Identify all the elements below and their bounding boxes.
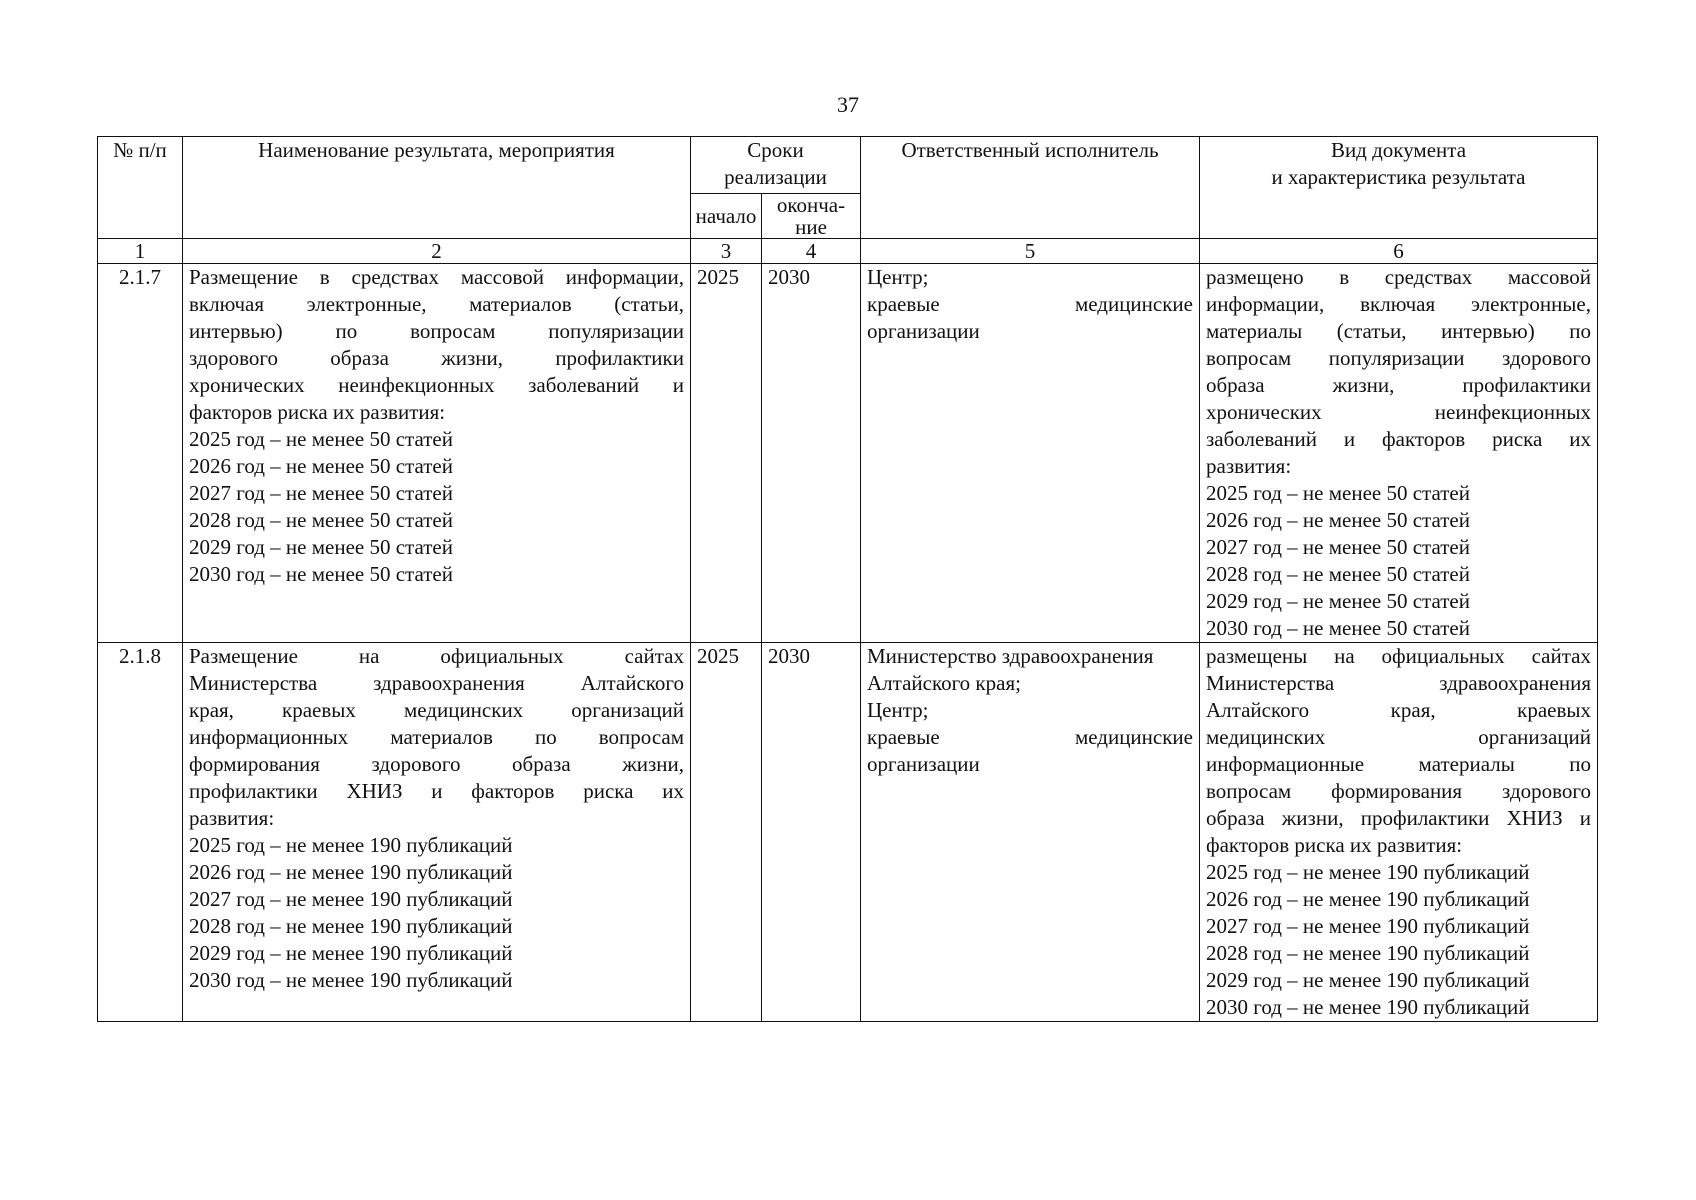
- cell-line: Министерства здравоохранения: [1206, 671, 1591, 695]
- cell-line: образа жизни, профилактики: [1206, 373, 1591, 397]
- row-name: [183, 643, 691, 1022]
- cell-line: Алтайского края, краевых: [1206, 698, 1591, 722]
- cell-line: 2029 год – не менее 190 публикаций: [189, 941, 513, 965]
- cell-line: 2025 год – не менее 190 публикаций: [189, 833, 513, 857]
- cell-line: информации, включая электронные,: [1206, 292, 1591, 316]
- cell-line: организации: [867, 752, 980, 776]
- cell-line: 2030 год – не менее 50 статей: [1206, 616, 1470, 640]
- cell-line: краевые медицинские: [867, 292, 1193, 316]
- cell-line: края, краевых медицинских организаций: [189, 698, 684, 722]
- header-end-line1: оконча-: [776, 193, 846, 217]
- cell-line: профилактики ХНИЗ и факторов риска их: [189, 779, 684, 803]
- row-name: [183, 264, 691, 643]
- cell-line: развития:: [189, 806, 275, 830]
- column-number: 5: [861, 239, 1200, 264]
- cell-line: организации: [867, 319, 980, 343]
- cell-line: хронических неинфекционных: [1206, 400, 1591, 424]
- cell-line: заболеваний и факторов риска их: [1206, 427, 1591, 451]
- cell-line: Центр;: [867, 698, 929, 722]
- cell-line: 2026 год – не менее 50 статей: [189, 454, 453, 478]
- row-start: 2025: [691, 643, 762, 1022]
- activities-table: [97, 136, 1598, 1022]
- header-result-line2: и характеристика результата: [1271, 165, 1526, 189]
- cell-line: развития:: [1206, 454, 1292, 478]
- cell-line: Алтайского края;: [867, 671, 1021, 695]
- cell-line: Министерства здравоохранения Алтайского: [189, 671, 684, 695]
- cell-line: 2027 год – не менее 50 статей: [189, 481, 453, 505]
- cell-line: 2027 год – не менее 190 публикаций: [189, 887, 513, 911]
- cell-line: 2028 год – не менее 50 статей: [1206, 562, 1470, 586]
- cell-line: 2026 год – не менее 50 статей: [1206, 508, 1470, 532]
- table-row: [98, 643, 1598, 1022]
- cell-line: Размещение на официальных сайтах: [189, 644, 684, 668]
- column-number: 4: [762, 239, 861, 264]
- header-executor: Ответственный исполнитель: [861, 137, 1200, 239]
- cell-line: интервью) по вопросам популяризации: [189, 319, 684, 343]
- column-number: 2: [183, 239, 691, 264]
- cell-line: формирования здорового образа жизни,: [189, 752, 684, 776]
- cell-line: информационных материалов по вопросам: [189, 725, 684, 749]
- cell-line: хронических неинфекционных заболеваний и: [189, 373, 684, 397]
- cell-line: информационные материалы по: [1206, 752, 1591, 776]
- column-number: 1: [98, 239, 183, 264]
- cell-line: 2029 год – не менее 50 статей: [1206, 589, 1470, 613]
- row-result: [1200, 264, 1598, 643]
- cell-line: Размещение в средствах массовой информации,: [189, 265, 684, 289]
- cell-line: 2026 год – не менее 190 публикаций: [189, 860, 513, 884]
- row-executor: [861, 643, 1200, 1022]
- column-number: 3: [691, 239, 762, 264]
- header-name: Наименование результата, мероприятия: [183, 137, 691, 239]
- header-result: [1200, 137, 1598, 239]
- page-number: 37: [837, 92, 859, 117]
- column-number: 6: [1200, 239, 1598, 264]
- cell-line: 2030 год – не менее 190 публикаций: [189, 968, 513, 992]
- cell-line: 2028 год – не менее 50 статей: [189, 508, 453, 532]
- cell-line: медицинских организаций: [1206, 725, 1591, 749]
- cell-line: 2027 год – не менее 50 статей: [1206, 535, 1470, 559]
- header-end-line2: ние: [795, 215, 827, 239]
- row-end: 2030: [762, 643, 861, 1022]
- cell-line: образа жизни, профилактики ХНИЗ и: [1206, 806, 1591, 830]
- cell-line: размещено в средствах массовой: [1206, 265, 1591, 289]
- row-number: 2.1.7: [98, 264, 183, 643]
- cell-line: Министерство здравоохранения: [867, 644, 1154, 668]
- cell-line: вопросам популяризации здорового: [1206, 346, 1591, 370]
- cell-line: 2028 год – не менее 190 публикаций: [189, 914, 513, 938]
- header-end: [762, 194, 861, 239]
- row-end: 2030: [762, 264, 861, 643]
- cell-line: 2025 год – не менее 190 публикаций: [1206, 860, 1530, 884]
- cell-line: 2030 год – не менее 190 публикаций: [1206, 995, 1530, 1019]
- cell-line: размещены на официальных сайтах: [1206, 644, 1591, 668]
- column-numbers-row: [98, 239, 1598, 264]
- cell-line: факторов риска их развития:: [189, 400, 446, 424]
- cell-line: 2025 год – не менее 50 статей: [189, 427, 453, 451]
- row-result: [1200, 643, 1598, 1022]
- cell-line: 2028 год – не менее 190 публикаций: [1206, 941, 1530, 965]
- cell-line: 2029 год – не менее 50 статей: [189, 535, 453, 559]
- header-start: начало: [691, 194, 762, 239]
- row-start: 2025: [691, 264, 762, 643]
- cell-line: материалы (статьи, интервью) по: [1206, 319, 1591, 343]
- cell-line: включая электронные, материалов (статьи,: [189, 292, 684, 316]
- cell-line: 2030 год – не менее 50 статей: [189, 562, 453, 586]
- cell-line: здорового образа жизни, профилактики: [189, 346, 684, 370]
- cell-line: краевые медицинские: [867, 725, 1193, 749]
- table-row: [98, 264, 1598, 643]
- table-header-row: [98, 137, 1598, 194]
- row-executor: [861, 264, 1200, 643]
- cell-line: 2029 год – не менее 190 публикаций: [1206, 968, 1530, 992]
- cell-line: факторов риска их развития:: [1206, 833, 1463, 857]
- cell-line: 2027 год – не менее 190 публикаций: [1206, 914, 1530, 938]
- row-number: 2.1.8: [98, 643, 183, 1022]
- header-result-line1: Вид документа: [1330, 138, 1467, 162]
- cell-line: Центр;: [867, 265, 929, 289]
- cell-line: 2026 год – не менее 190 публикаций: [1206, 887, 1530, 911]
- header-terms: Сроки реализации: [691, 137, 861, 194]
- header-number: № п/п: [98, 137, 183, 239]
- cell-line: вопросам формирования здорового: [1206, 779, 1591, 803]
- cell-line: 2025 год – не менее 50 статей: [1206, 481, 1470, 505]
